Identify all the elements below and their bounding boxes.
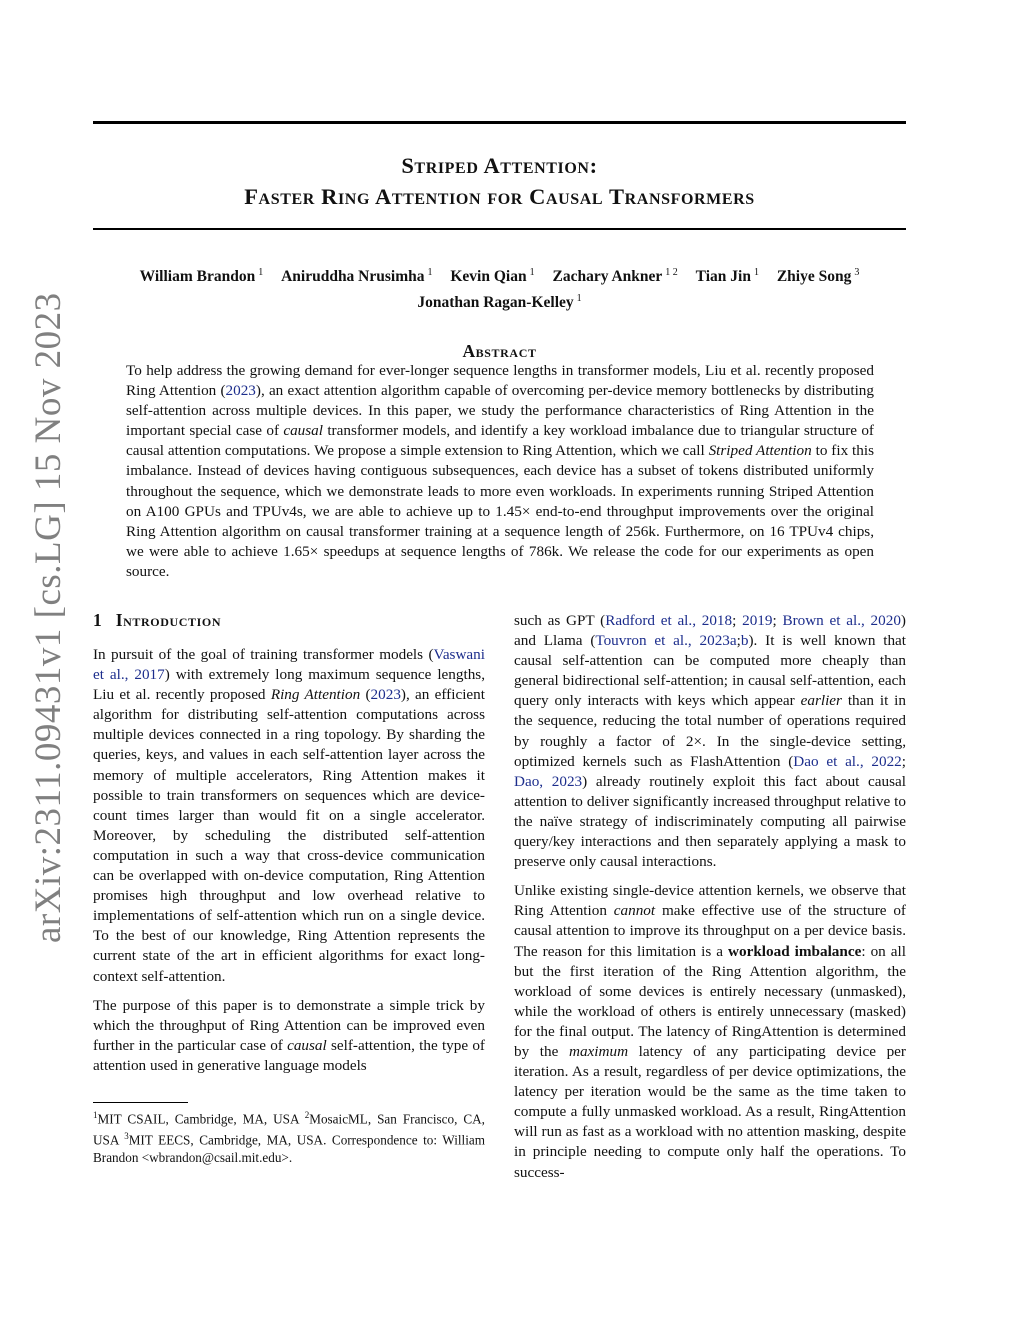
paragraph: The purpose of this paper is to demonstrate a simple trick by which the throughput of Ring Attention can be improved even further in the particular case of causal self-attention, the type of attention used in generative language models xyxy=(93,996,485,1074)
citation-link[interactable]: Brown et al., 2020 xyxy=(782,612,901,629)
citation-link[interactable]: 2023 xyxy=(225,382,256,400)
citation-link[interactable]: 2019 xyxy=(742,612,773,629)
author: Zachary Ankner $^{1 2}$ xyxy=(552,267,678,286)
author: Zhiye Song $^3$ xyxy=(776,267,860,286)
title-line-2: Faster Ring Attention for Causal Transformers xyxy=(244,184,755,209)
title-top-rule xyxy=(93,121,906,124)
author: Tian Jin $^1$ xyxy=(695,267,759,286)
title-bottom-rule xyxy=(93,228,906,230)
paper-title xyxy=(93,150,906,212)
left-column xyxy=(93,645,485,1085)
footnote-rule xyxy=(93,1102,188,1103)
citation-link[interactable]: Radford et al., 2018 xyxy=(605,612,733,629)
citation-link[interactable]: Touvron et al., 2023a xyxy=(595,632,737,650)
arxiv-identifier-stamp: arXiv:2311.09431v1 [cs.LG] 15 Nov 2023 xyxy=(28,292,69,943)
affiliation-footnote: $^1$MIT CSAIL, Cambridge, MA, USA $^2$MosaicML, San Francisco, CA, USA $^3$MIT EECS, Cambridge, MA, USA. Correspondence to: William Brandon <wbrandon@csail.mit.edu>. xyxy=(93,1110,485,1165)
paragraph: Unlike existing single-device attention kernels, we observe that Ring Attention cannot make effective use of the structure of causal attention to improve its throughput on a per device basis. The reason for this limitation is a workload imbalance: on all but the first iteration of the Ring Attention algorithm, the workload of some devices is entirely necessary (unmasked), while the workload of others is entirely unnecessary (masked) for the final output. The latency of RingAttention is determined by the maximum latency of any participating device per iteration. As a result, regardless of per device optimizations, the latency per iteration would be the same as the time taken to compute a fully unmasked workload. As a result, RingAttention will run as fast as a workload with no attention masking, despite in principle needing to compute only half the operations. To success- xyxy=(514,882,906,1181)
citation-link[interactable]: Dao et al., 2022 xyxy=(793,752,902,770)
citation-link[interactable]: Dao, 2023 xyxy=(514,772,583,790)
citation-link[interactable]: b xyxy=(740,632,749,650)
citation-link[interactable]: 2023 xyxy=(370,686,401,704)
author: Jonathan Ragan-Kelley $^1$ xyxy=(417,293,582,312)
abstract-heading: Abstract xyxy=(462,341,537,361)
author-list xyxy=(93,262,906,314)
title-line-1: Striped Attention: xyxy=(401,153,598,178)
right-column xyxy=(514,611,906,1192)
paragraph: In pursuit of the goal of training transformer models (Vaswani et al., 2017) with extremely long maximum sequence lengths, Liu et al. recently proposed Ring Attention (2023), an efficient algorithm for distributing self-attention computations across multiple devices connected in a ring topology. By sharding the queries, keys, and values in each self-attention layer across the memory of multiple accelerators, Ring Attention makes it possible to train transformers on sequences which are device-count times larger than would fit on a single accelerator. Moreover, by scheduling the distributed self-attention computation in such a way that cross-device communication can be overlapped with on-device computation, Ring Attention promises high throughput and low overhead relative to implementations of self-attention which run on a single device. To the best of our knowledge, Ring Attention represents the current state of the art in efficient algorithms for exact long-context self-attention. xyxy=(93,646,485,985)
author: Kevin Qian $^1$ xyxy=(450,267,535,286)
author: Aniruddha Nrusimha $^1$ xyxy=(281,267,433,286)
citation-link[interactable]: Vaswani et al., 2017 xyxy=(93,646,485,684)
author: William Brandon $^1$ xyxy=(139,267,264,286)
paragraph: such as GPT (Radford et al., 2018; 2019; Brown et al., 2020) and Llama (Touvron et al., 2023a;b). It is well known that causal self-attention can be computed more cheaply than general bidirectional self-attention; in causal self-attention, each query only interacts with keys which appear earlier than it in the sequence, reducing the total number of operations required by roughly a factor of 2×. In the single-device setting, optimized kernels such as FlashAttention (Dao et al., 2022; Dao, 2023) already routinely exploit this fact about causal attention to deliver significantly increased throughput relative to the naïve strategy of indiscriminately computing all pairwise query/key interactions and then separately applying a mask to preserve only causal interactions. xyxy=(514,612,907,871)
abstract-body: To help address the growing demand for ever-longer sequence lengths in transformer models, Liu et al. recently proposed Ring Attention (2023), an exact attention algorithm capable of overcoming per-device memory bottlenecks by distributing self-attention across multiple devices. In this paper, we study the performance characteristics of Ring Attention in the important special case of causal transformer models, and identify a key workload imbalance due to triangular structure of causal attention computations. We propose a simple extension to Ring Attention, which we call Striped Attention to fix this imbalance. Instead of devices having contiguous subsequences, each device has a subset of tokens distributed uniformly throughout the sequence, which we demonstrate leads to more even workloads. In experiments running Striped Attention on A100 GPUs and TPUv4s, we are able to achieve up to 1.45× end-to-end throughput improvements over the original Ring Attention algorithm on causal transformer training at a sequence length of 256k. Furthermore, on 16 TPUv4 chips, we were able to achieve 1.65× speedups at sequence lengths of 786k. We release the code for our experiments as open source. xyxy=(126,362,874,580)
section-heading-introduction: 1 Introduction xyxy=(93,610,222,630)
